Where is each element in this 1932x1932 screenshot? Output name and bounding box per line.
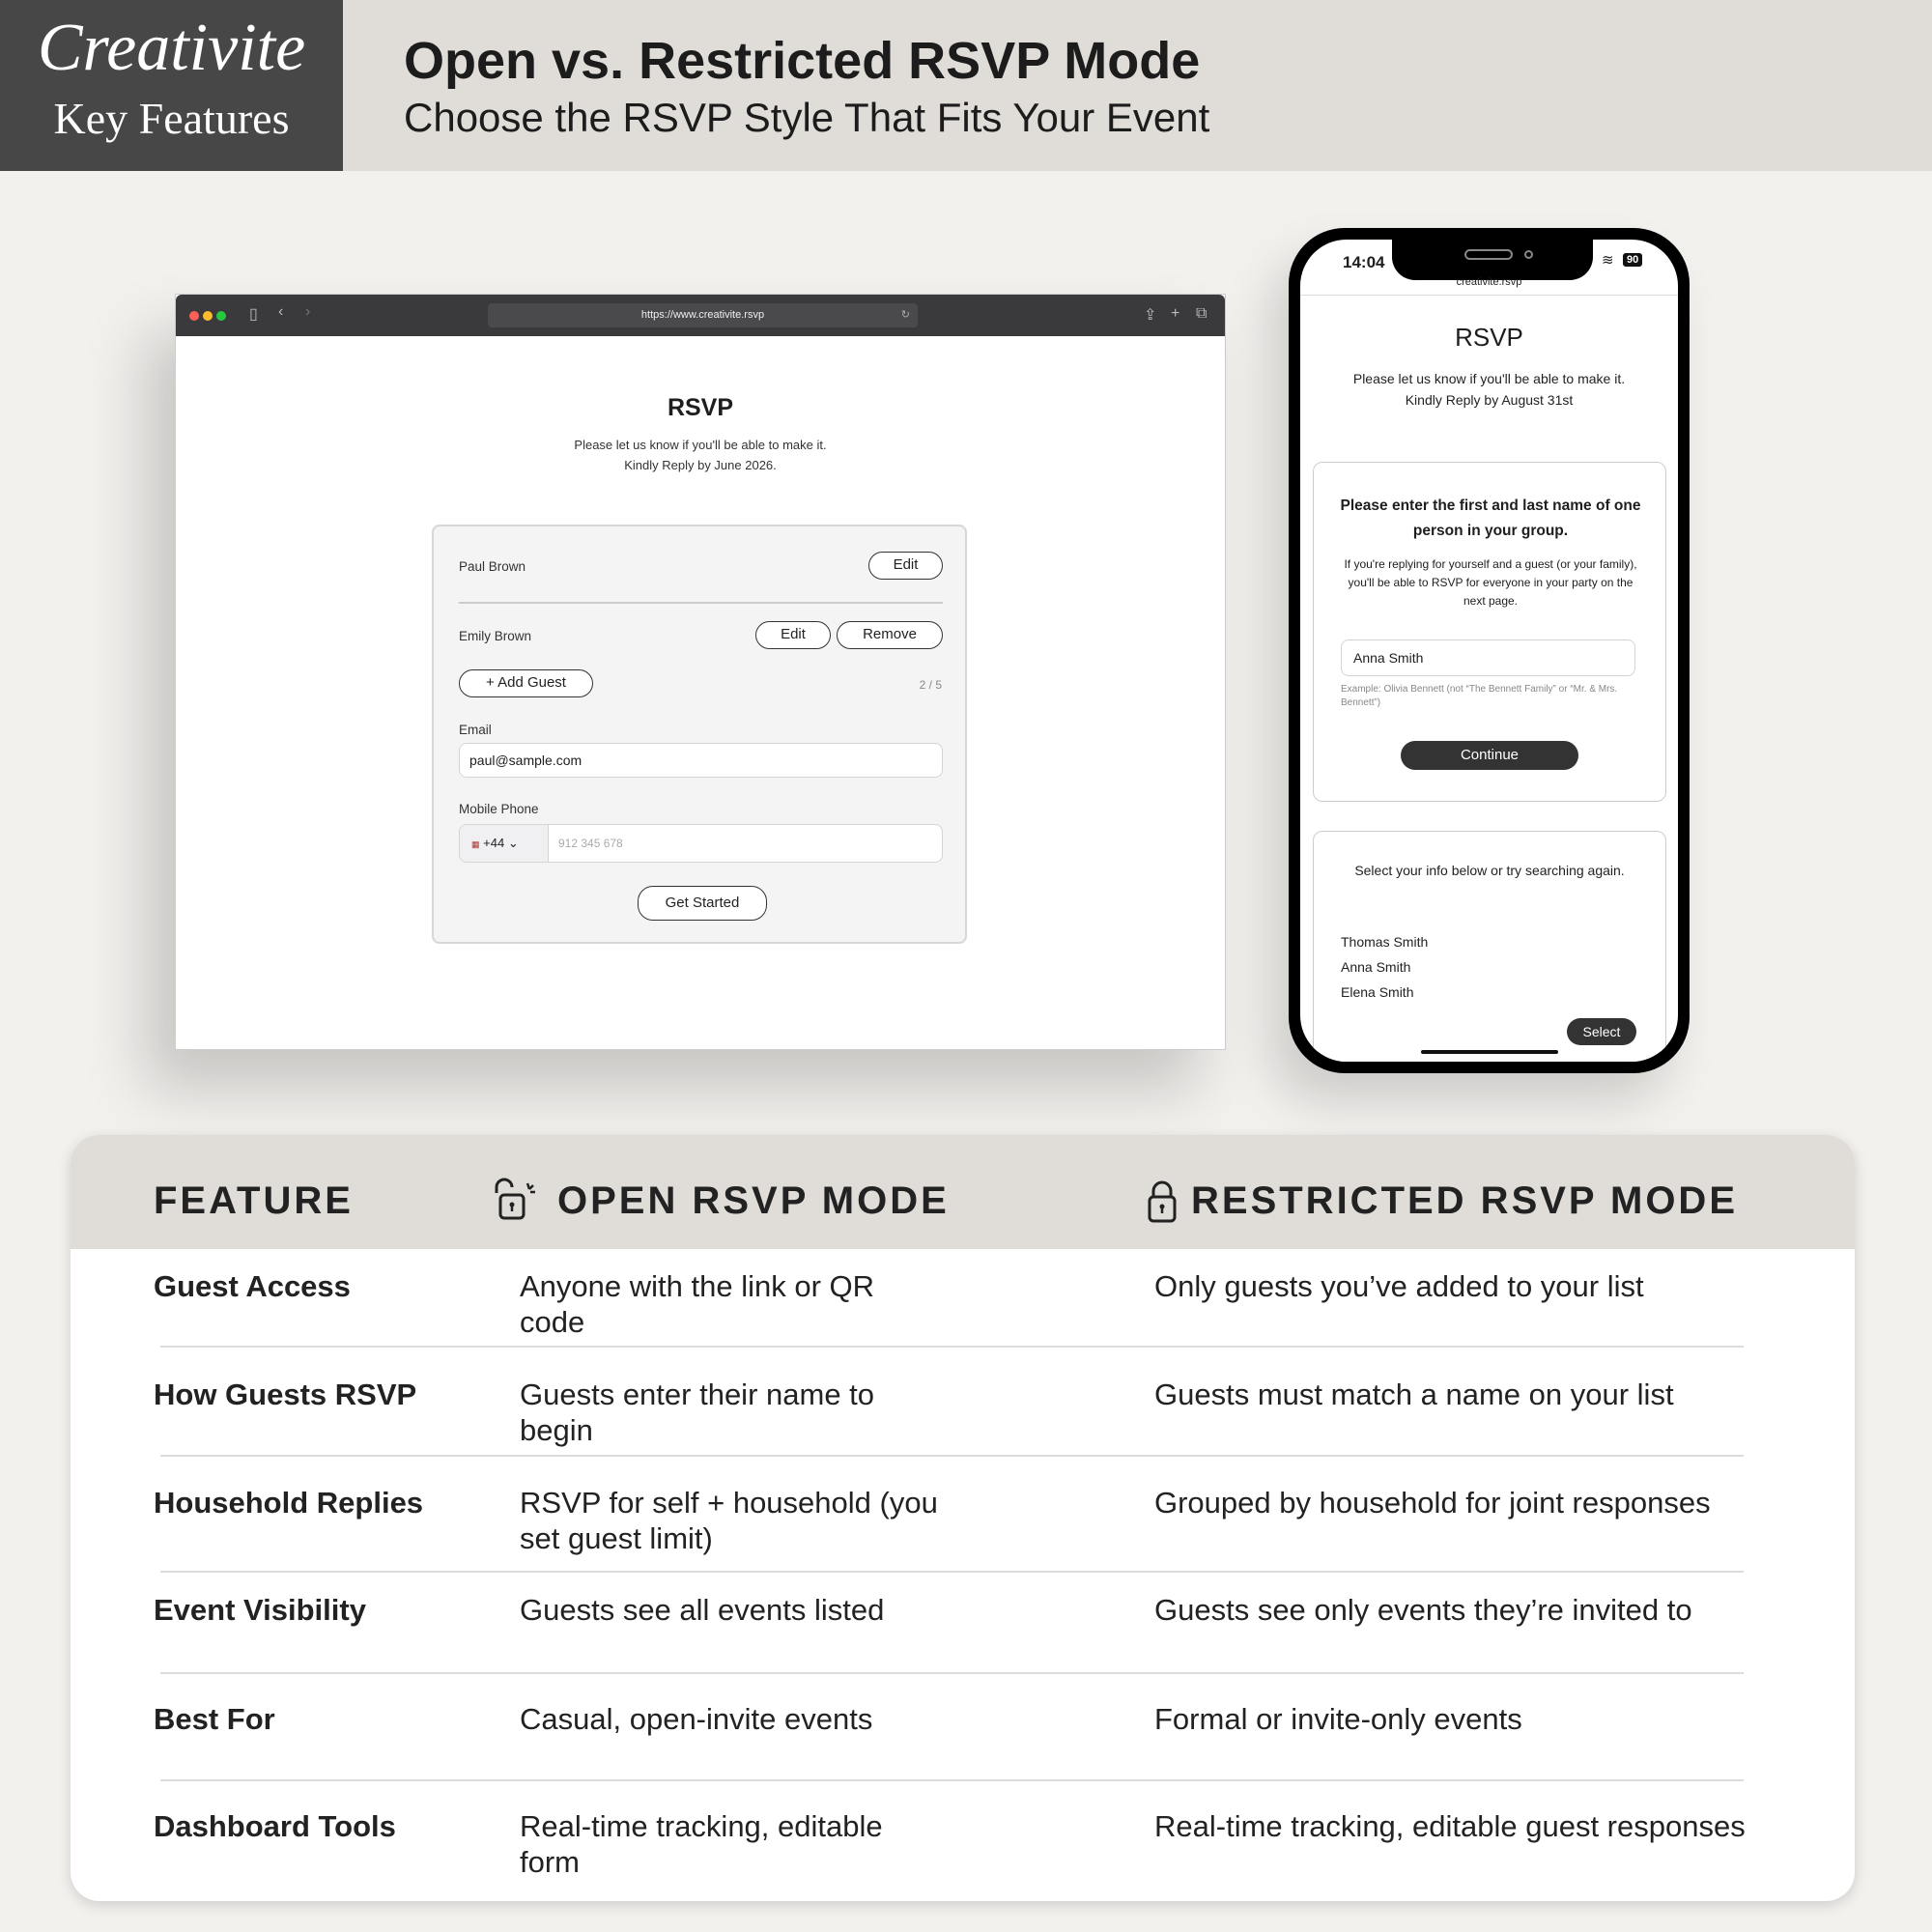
row-divider xyxy=(160,1779,1744,1781)
name-input[interactable] xyxy=(1341,639,1635,676)
name-help: If you're replying for yourself and a guest (or your family), you'll be able to RSVP for everyone in your party on the next page. xyxy=(1344,557,1637,608)
name-search-card xyxy=(1313,462,1666,802)
phone-label: Mobile Phone xyxy=(459,802,539,816)
row-feature-label: How Guests RSVP xyxy=(154,1378,417,1411)
row-open-value: Guests enter their name to begin xyxy=(520,1378,875,1447)
email-value: paul@sample.com xyxy=(469,753,582,768)
locked-padlock-icon xyxy=(1146,1179,1179,1224)
column-header-feature: FEATURE xyxy=(154,1179,354,1222)
address-bar[interactable] xyxy=(488,303,918,327)
get-started-button[interactable]: Get Started xyxy=(638,886,767,921)
edit-guest-button[interactable]: Edit xyxy=(868,552,943,580)
wifi-icon: ≋ xyxy=(1602,252,1614,269)
page-title: Open vs. Restricted RSVP Mode xyxy=(404,32,1201,90)
email-input[interactable] xyxy=(459,743,943,778)
guest-name: Paul Brown xyxy=(459,559,526,574)
brand-logo xyxy=(0,0,343,171)
status-time: 14:04 xyxy=(1343,253,1385,271)
row-restricted-value: Real-time tracking, editable guest responses xyxy=(1154,1809,1746,1843)
search-results-card xyxy=(1313,831,1666,1062)
row-open-value: Casual, open-invite events xyxy=(520,1702,873,1736)
reload-icon[interactable]: ↻ xyxy=(900,309,910,321)
row-restricted-value: Grouped by household for joint responses xyxy=(1154,1486,1711,1520)
remove-guest-button[interactable]: Remove xyxy=(837,621,943,649)
result-item[interactable]: Elena Smith xyxy=(1341,984,1414,1000)
select-button[interactable]: Select xyxy=(1567,1018,1636,1045)
forward-icon[interactable]: › xyxy=(305,303,311,320)
share-icon[interactable]: ⇪ xyxy=(1144,307,1157,324)
browser-toolbar xyxy=(176,295,1225,336)
row-feature-label: Dashboard Tools xyxy=(154,1809,396,1843)
url-text: https://www.creativite.rsvp xyxy=(640,309,765,321)
row-divider xyxy=(160,1571,1744,1573)
phone-input[interactable]: 912 345 678 xyxy=(558,837,623,850)
name-value: Anna Smith xyxy=(1353,650,1424,666)
phone-notch xyxy=(1392,240,1593,280)
sidebar-icon[interactable]: ▯ xyxy=(249,306,258,323)
row-feature-label: Guest Access xyxy=(154,1269,351,1303)
name-prompt: Please enter the first and last name of one person in your group. xyxy=(1340,497,1641,539)
rsvp-title: RSVP xyxy=(667,394,734,421)
row-feature-label: Best For xyxy=(154,1702,275,1736)
home-indicator xyxy=(1421,1050,1558,1054)
row-open-value: RSVP for self + household (you set guest limit) xyxy=(520,1486,938,1555)
divider xyxy=(459,602,943,604)
minimize-window-button[interactable] xyxy=(203,311,213,321)
column-header-restricted: RESTRICTED RSVP MODE xyxy=(1191,1179,1738,1222)
rsvp-intro: Please let us know if you'll be able to make it. xyxy=(574,438,827,452)
row-feature-label: Event Visibility xyxy=(154,1593,366,1627)
phone-screen xyxy=(1300,240,1678,1062)
result-item[interactable]: Anna Smith xyxy=(1341,959,1411,975)
brand-subtitle: Key Features xyxy=(53,94,290,143)
tabs-overview-icon[interactable]: ⧉ xyxy=(1196,305,1208,322)
rsvp-form-card xyxy=(432,525,967,944)
name-example: Example: Olivia Bennett (not “The Bennett Family” or “Mr. & Mrs. Bennett”) xyxy=(1341,684,1618,708)
phone-url: creativite.rsvp xyxy=(1456,276,1522,288)
country-code-select[interactable] xyxy=(460,825,549,863)
email-label: Email xyxy=(459,723,492,737)
rsvp-deadline: Kindly Reply by June 2026. xyxy=(624,458,777,472)
add-guest-button[interactable]: + Add Guest xyxy=(459,669,593,697)
row-open-value: Guests see all events listed xyxy=(520,1593,885,1627)
comparison-table xyxy=(71,1135,1855,1901)
back-icon[interactable]: ‹ xyxy=(278,303,284,320)
row-divider xyxy=(160,1455,1744,1457)
mobile-phone xyxy=(1289,228,1690,1073)
chevron-down-icon: ⌄ xyxy=(507,836,519,850)
column-header-open: OPEN RSVP MODE xyxy=(557,1179,950,1222)
battery-indicator: 90 xyxy=(1623,253,1642,267)
rsvp-deadline: Kindly Reply by August 31st xyxy=(1405,392,1574,408)
row-restricted-value: Guests see only events they’re invited to xyxy=(1154,1593,1692,1627)
uk-flag-icon: ▦ xyxy=(471,839,480,849)
page-subtitle: Choose the RSVP Style That Fits Your Event xyxy=(404,95,1210,140)
unlocked-padlock-icon xyxy=(493,1178,549,1222)
result-item[interactable]: Thomas Smith xyxy=(1341,934,1429,950)
guest-count: 2 / 5 xyxy=(919,678,942,692)
row-divider xyxy=(160,1346,1744,1348)
rsvp-intro: Please let us know if you'll be able to make it. xyxy=(1352,371,1626,386)
select-prompt: Select your info below or try searching again. xyxy=(1354,863,1625,878)
desktop-browser-window xyxy=(175,294,1226,1050)
maximize-window-button[interactable] xyxy=(216,311,226,321)
row-divider xyxy=(160,1672,1744,1674)
row-restricted-value: Guests must match a name on your list xyxy=(1154,1378,1674,1411)
row-restricted-value: Only guests you’ve added to your list xyxy=(1154,1269,1644,1303)
new-tab-icon[interactable]: + xyxy=(1171,305,1180,322)
edit-guest-button[interactable]: Edit xyxy=(755,621,831,649)
close-window-button[interactable] xyxy=(189,311,199,321)
rsvp-title: RSVP xyxy=(1455,323,1523,352)
row-feature-label: Household Replies xyxy=(154,1486,424,1520)
continue-button[interactable]: Continue xyxy=(1401,741,1578,770)
brand-name: Creativite xyxy=(37,11,306,85)
row-open-value: Anyone with the link or QR code xyxy=(520,1269,875,1339)
row-restricted-value: Formal or invite-only events xyxy=(1154,1702,1522,1736)
country-code: +44 xyxy=(483,836,505,850)
row-open-value: Real-time tracking, editable form xyxy=(520,1809,883,1879)
table-header xyxy=(71,1135,1855,1249)
phone-field xyxy=(459,824,943,863)
guest-name: Emily Brown xyxy=(459,629,532,643)
